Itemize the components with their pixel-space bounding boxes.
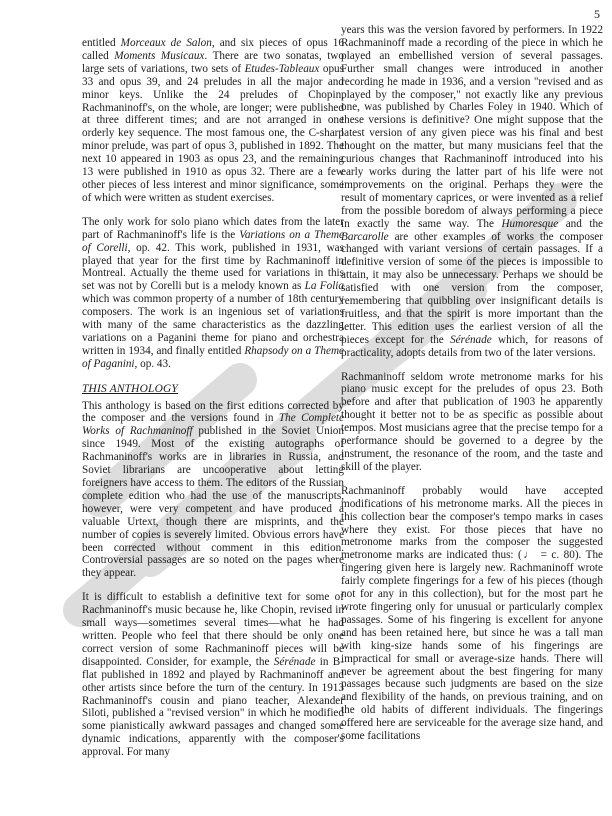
left-column — [82, 37, 344, 770]
paragraph: years this was the version favored by performers. In 1922 Rachmaninoff made a recording of the piece in which he played an embellished version of several passages. Further small changes were introduced in another recording he made in 1936, and a version "revised and as played by the composer," not exactly like any previous one, was published by Charles Foley in 1940. Which of these versions is definitive? One might suppose that the latest version of any given piece was his final and best thought on the matter, but many musicians feel that the curious changes that Rachmaninoff introduced into his early works during the latter part of his life were not improvements on the original. Perhaps they were the result of momentary caprices, or were invented as a relief from the possible boredom of always performing a piece in exactly the same way. The Humoresque and the Barcarolle are other examples of works the composer changed with variant versions of certain passages. If a definitive version of some of the pieces is impossible to attain, it may also be unnecessary. Perhaps we should be satisfied with one version from the composer, remembering that quibbling over insignificant details is fruitless, and that the spirit is more important than the letter. This edition uses the earliest version of all the pieces except for the Sérénade which, for reasons of practicality, adopts details from two of the later versions. — [341, 24, 604, 359]
section-heading: THIS ANTHOLOGY — [82, 382, 178, 395]
paragraph: entitled Morceaux de Salon, and six pieces of opus 16 called Moments Musicaux. There are two sonatas, two large sets of variations, two sets of Etudes-Tableaux opus 33 and opus 39, and 24 preludes in all the major and minor keys. Unlike the 24 preludes of Chopin, Rachmaninoff's, on the whole, are longer; were published at three different times; and are not arranged in one orderly key sequence. The most famous one, the C-sharp minor prelude, was part of opus 3, published in 1892. The next 10 appeared in 1903 as opus 23, and the remaining 13 were published in 1910 as opus 32. There are a few other pieces of less interest and minor significance, some of which were written as student exercises. — [82, 37, 344, 204]
right-column — [341, 24, 603, 754]
page-number: 5 — [594, 7, 600, 21]
paragraph: It is difficult to establish a definitive text for some of Rachmaninoff's music because he, like Chopin, revised in small ways—sometimes several times—what he had written. People who feel that there should be only one correct version of some Rachmaninoff pieces will be disappointed. Consider, for example, the Sérénade in B-flat published in 1892 and played by Rachmaninoff and other artists since before the turn of the century. In 1913 Rachmaninoff's cousin and piano teacher, Alexander Siloti, published a "revised version" in which he modified some pianistically awkward passages and changed some dynamic indications, apparently with the composer's approval. For many — [82, 591, 344, 759]
paragraph: Rachmaninoff seldom wrote metronome marks for his piano music except for the preludes of opus 23. Both before and after that publication of 1903 he apparently thought it better not to be as specific as possible about tempos. Most musicians agree that the precise tempo for a performance should be governed to a degree by the instrument, the resonance of the room, and the taste and skill of the player. — [341, 370, 603, 473]
paragraph: Rachmaninoff probably would have accepted modifications of his metronome marks. All the pieces in this collection bear the composer's tempo marks in cases where they exist. For those pieces that have no metronome marks from the composer the suggested metronome marks are indicated thus: (♩ = c. 80). The fingering given here is largely new. Rachmaninoff wrote fairly complete fingerings for a few of his pieces (though not for any in this collection), but for the most part he wrote fingering only for unusual or particularly complex passages. Some of his fingering is excellent for anyone and has been retained here, but since he was a tall man with king-size hands some of his fingerings are impractical for small or average-size hands. There will never be agreement about the best fingering for many passages because such judgments are based on the size and flexibility of the hands, on previous training, and on the old habits of different individuals. The fingerings offered here are serviceable for the average size hand, and some facilitations — [341, 484, 603, 743]
paragraph: The only work for solo piano which dates from the later part of Rachmaninoff's life is the Variations on a Theme of Corelli, op. 42. This work, published in 1931, was played that year for the first time by Rachmaninoff in Montreal. Actually the theme used for variations in this set was not by Corelli but is a melody known as La Folia which was common property of a number of 18th century composers. The work is an ingenious set of variations with many of the same characteristics as the dazzling variations on a Paganini theme for piano and orchestra written in 1934, and finally entitled Rhapsody on a Theme of Paganini, op. 43. — [82, 215, 345, 370]
paragraph: This anthology is based on the first editions corrected by the composer and the versions found in The Complete Works of Rachmaninoff published in the Soviet Union since 1949. Most of the existing autographs of Rachmaninoff's works are in libraries in Russia, and Soviet librarians are uncooperative about letting foreigners have access to them. The editors of the Russian complete edition who had the use of the manuscripts, however, were very competent and have produced a valuable Urtext, though there are misprints, and the number of copies is severely limited. Obvious errors have been corrected without comment in this edition. Controversial passages are so noted on the pages where they appear. — [82, 399, 344, 580]
